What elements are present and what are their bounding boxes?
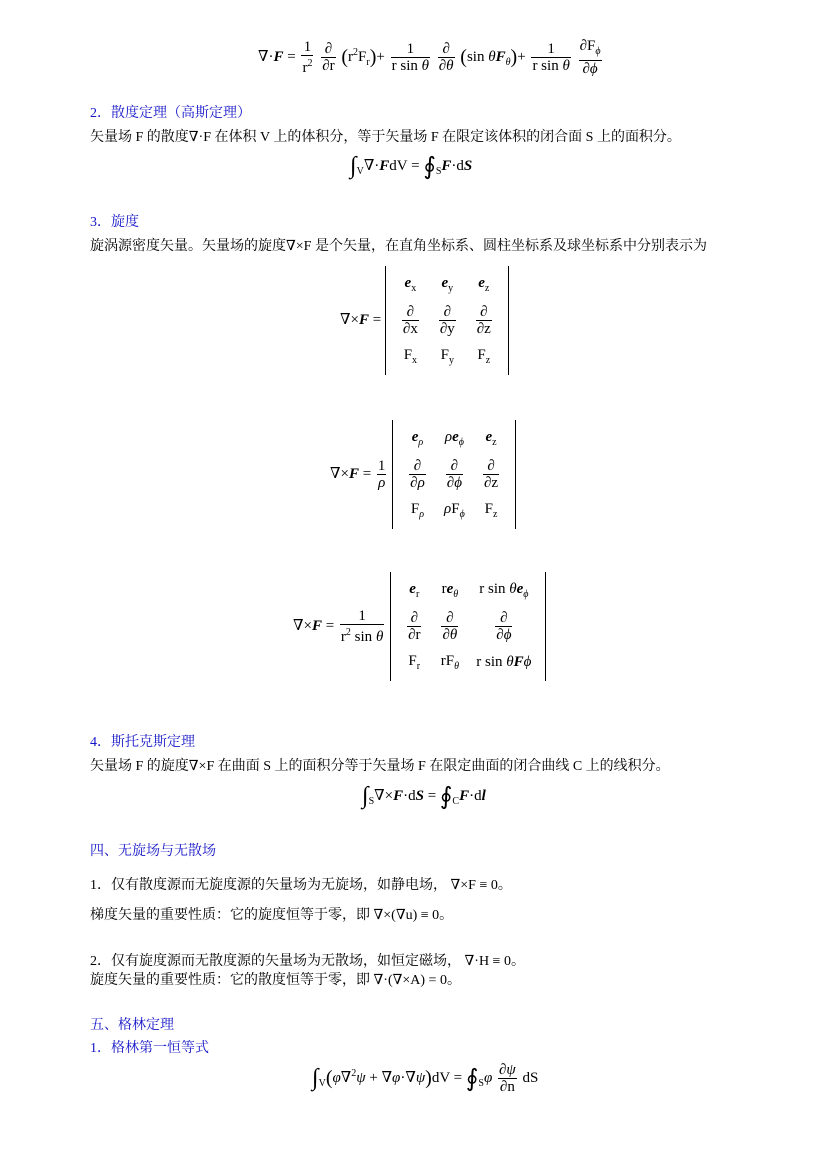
equation-curl-grad-zero: ∇×(∇u) ≡ 0。: [373, 908, 454, 923]
section-title-stokes-theorem: 4．斯托克斯定理: [90, 735, 195, 750]
subsection-title-green-first-identity: 1．格林第一恒等式: [90, 1041, 209, 1056]
paragraph-divergence-theorem: 矢量场 F 的散度∇·F 在体积 V 上的体积分，等于矢量场 F 在限定该体积的闭合面 S 上的面积分。: [90, 130, 681, 145]
paragraph-curl: 旋涡源密度矢量。矢量场的旋度∇×F 是个矢量，在直角坐标系、圆柱坐标系及球坐标系中分别表示为: [90, 239, 707, 254]
paragraph-irrotational-text: 1．仅有散度源而无旋度源的矢量场为无旋场，如静电场，: [90, 878, 447, 893]
paragraph-solenoidal-field: [90, 953, 525, 971]
equation-div-curl-zero: ∇·(∇×A) = 0。: [373, 973, 461, 988]
equation-divergence-spherical: ∇·F = $\frac{1}{r^2}$ $\frac{\partial}{\partial r}$ $(r^2F_r)+$ $\frac{1}{\text{r sin θ}}$ $\frac{\partial}{\partial\theta}$ (sin $\theta F_\theta)+$ $\frac{1}{\text{r sin θ}}$ $\frac{\partial F_\phi}{\partial\phi}$: [258, 38, 601, 77]
equation-div-zero: ∇·H ≡ 0。: [464, 954, 525, 969]
section-title-curl: 3．旋度: [90, 215, 139, 230]
section-title-divergence-theorem: 2．散度定理（高斯定理）: [90, 106, 251, 121]
equation-curl-zero: ∇×F ≡ 0。: [450, 878, 512, 893]
equation-curl-spherical: ∇×F = $\frac{1}{r^2 \sin \theta}$ $e_r$ $re_\theta$ r $\sin \theta e_\phi$ $\frac{\partial}{\partial r}$ $\frac{\partial}{\partial\theta}$ $\frac{\partial}{\partial\phi}$ $F_r$ $rF_\theta$ r sin θFϕ: [293, 572, 546, 681]
paragraph-irrotational-field: [90, 877, 512, 895]
section-title-irrotational-solenoidal: 四、无旋场与无散场: [90, 844, 216, 859]
equation-gauss-theorem: $\int_V\nabla\cdot FdV$ = $∮_SF\cdot dS$: [350, 153, 473, 180]
section-title-green-theorem: 五、格林定理: [90, 1018, 174, 1033]
paragraph-curl-property-text: 旋度矢量的重要性质：它的散度恒等于零，即: [90, 973, 370, 988]
equation-curl-cartesian: ∇×F = $e_x$ $e_y$ $e_z$ $\frac{\partial}{\partial x}$ $\frac{\partial}{\partial y}$ $\frac{\partial}{\partial z}$ $F_x$ $F_y$ $F_z$: [340, 266, 509, 375]
paragraph-gradient-property: [90, 907, 453, 925]
equation-curl-cylindrical: ∇×F = $\frac{1}{\rho}$ $e_\rho$ $\rho e_\phi$ $e_z$ $\frac{\partial}{\partial\rho}$ $\frac{\partial}{\partial\phi}$ $\frac{\partial}{\partial z}$ $F_\rho$ $\rho F_\phi$ $F_z$: [330, 420, 516, 529]
paragraph-curl-property: [90, 972, 461, 990]
equation-stokes: $\int_S\nabla\times F\cdot dS$ = $∮_CF\cdot dl$: [362, 783, 486, 810]
paragraph-gradient-text: 梯度矢量的重要性质：它的旋度恒等于零，即: [90, 908, 370, 923]
equation-green-first-identity: $\int_V(\varphi\nabla^2\psi + \nabla\varphi\cdot\nabla\psi)dV$ = $∮_S\varphi$ $\frac{\partial\psi}{\partial n}$ dS: [312, 1062, 539, 1095]
paragraph-solenoidal-text: 2．仅有旋度源而无散度源的矢量场为无散场，如恒定磁场，: [90, 954, 461, 969]
paragraph-stokes-theorem: 矢量场 F 的旋度∇×F 在曲面 S 上的面积分等于矢量场 F 在限定曲面的闭合曲线 C 上的线积分。: [90, 759, 670, 774]
